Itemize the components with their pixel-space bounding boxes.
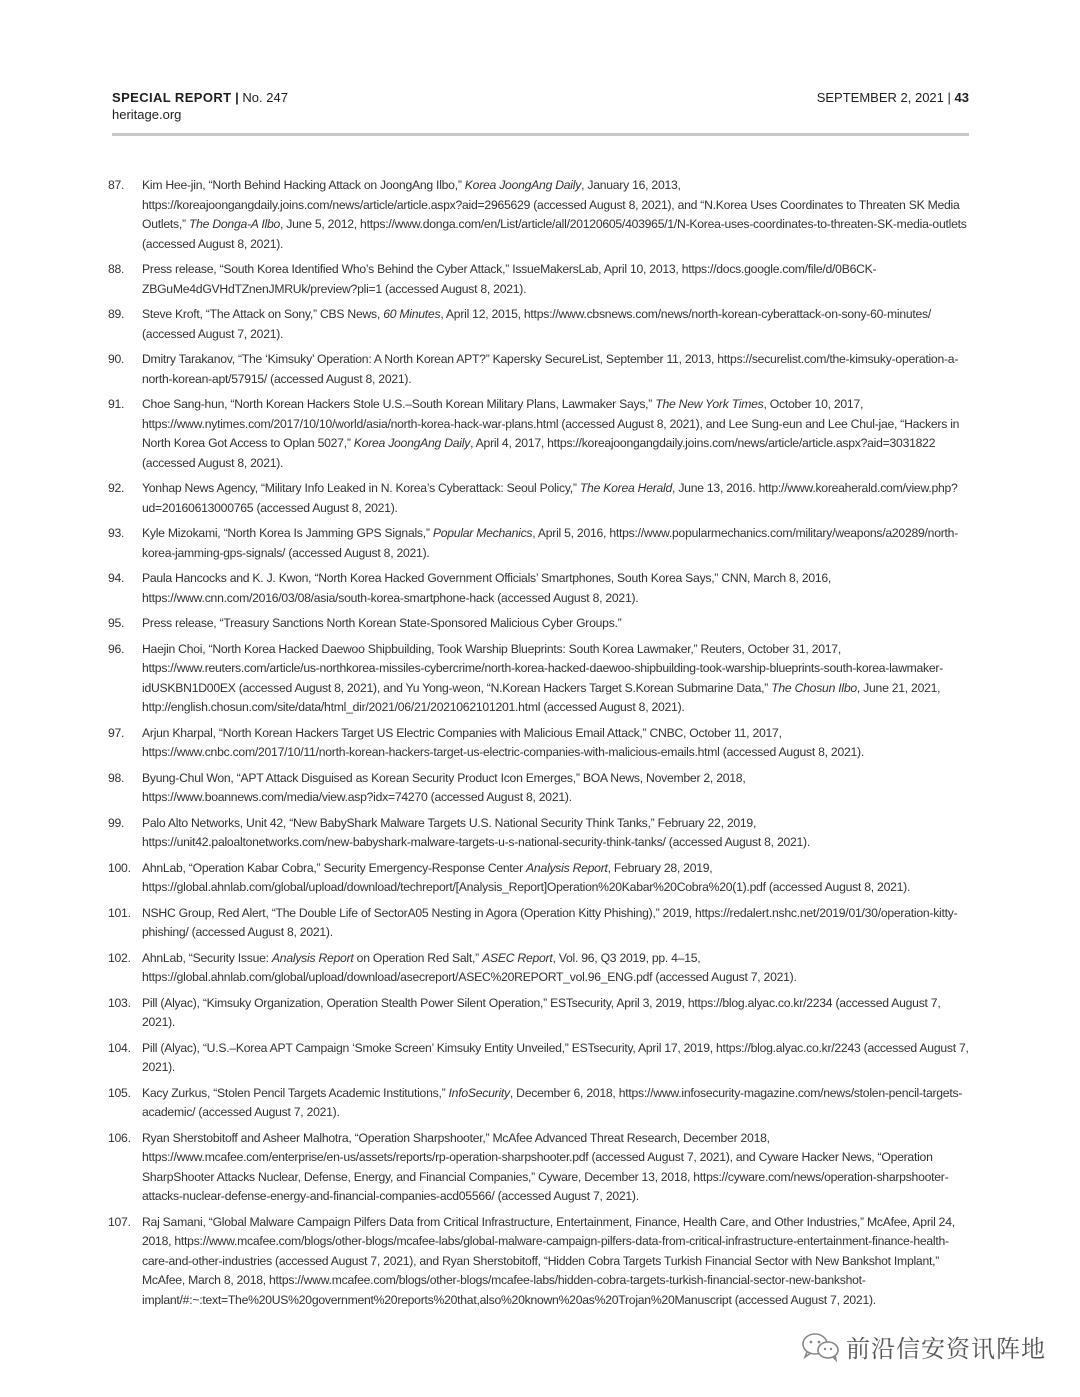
endnote-text: Yonhap News Agency, “Military Info Leaked in N. Korea’s Cyberattack: Seoul Policy,” The Korea Herald, June 13, 2016. http://www.koreaherald.com/view.php?ud=20160613000765 (accessed August 8, 2021). [142,481,958,515]
endnote-text: Raj Samani, “Global Malware Campaign Pilfers Data from Critical Infrastructure, Entertainment, Finance, Health Care, and Other Industries,” McAfee, April 24, 2018, https://www.mcafee.com/blogs/other-blogs/mcafee-labs/global-malware-campaign-pilfers-data-from-critical-infrastructure-entertainment-finance-health-care-and-other-industries (accessed August 7, 2021), and Ryan Sherstobitoff, “Hidden Cobra Targets Turkish Financial Sector with New Bankshot Implant,” McAfee, March 8, 2018, https://www.mcafee.com/blogs/other-blogs/mcafee-labs/hidden-cobra-targets-turkish-financial-sector-new-bankshot-implant/#:~:text=The%20US%20government%20reports%20that,also%20known%20as%20Trojan%20Manuscript (accessed August 7, 2021). [142,1214,955,1307]
endnote-number: 101. [108,905,131,920]
endnote-text: AhnLab, “Operation Kabar Cobra,” Security Emergency-Response Center Analysis Report, February 28, 2019, https://global.ahnlab.com/global/upload/download/techreport/[Analysis_Report]Operation%20Kabar%20Cobra%20(1).pdf (accessed August 8, 2021). [142,860,911,894]
endnote-text: Pill (Alyac), “U.S.–Korea APT Campaign ‘Smoke Screen’ Kimsuky Entity Unveiled,” ESTsecurity, April 17, 2019, https://blog.alyac.co.kr/2243 (accessed August 7, 2021). [142,1040,969,1074]
endnote-102 [108,949,970,988]
endnote-text: Byung-Chul Won, “APT Attack Disguised as Korean Security Product Icon Emerges,” BOA News, November 2, 2018, https://www.boannews.com/media/view.asp?idx=74270 (accessed August 8, 2021). [142,770,746,804]
watermark-text: 前沿信安资讯阵地 [846,1335,1046,1363]
endnote-text: Arjun Kharpal, “North Korean Hackers Target US Electric Companies with Malicious Email Attack,” CNBC, October 11, 2017, https://www.cnbc.com/2017/10/11/north-korean-hackers-target-us-electric-companies-with-malicious-emails.html (accessed August 8, 2021). [142,725,864,759]
endnote-number: 94. [108,571,125,585]
endnote-number: 95. [108,616,125,630]
endnote-100 [108,859,970,898]
endnote-number: 107. [108,1214,131,1229]
endnote-number: 103. [108,995,131,1010]
endnote-text: Kim Hee-jin, “North Behind Hacking Attack on JoongAng Ilbo,” Korea JoongAng Daily, January 16, 2013, https://koreajoongangdaily.joins.com/news/article/article.aspx?aid=2965629 (accessed August 8, 2021), and “N.Korea Uses Coordinates to Threaten SK Media Outlets,” The Donga-A Ilbo, June 5, 2012, https://www.donga.com/en/List/article/all/20120605/403965/1/N-Korea-uses-coordinates-to-threaten-SK-media-outlets (accessed August 8, 2021). [142,178,967,251]
endnote-text: AhnLab, “Security Issue: Analysis Report on Operation Red Salt,” ASEC Report, Vol. 96, Q3 2019, pp. 4–15, https://global.ahnlab.com/global/upload/download/asecreport/ASEC%20REPORT_vol.96_ENG.pdf (accessed August 7, 2021). [142,950,797,984]
endnote-number: 99. [108,815,125,830]
endnote-number: 100. [108,860,131,875]
endnote-90 [108,350,970,389]
endnote-number: 106. [108,1130,131,1145]
endnote-text: Kacy Zurkus, “Stolen Pencil Targets Academic Institutions,” InfoSecurity, December 6, 2018, https://www.infosecurity-magazine.com/news/stolen-pencil-targets-academic/ (accessed August 7, 2021). [142,1085,963,1119]
endnote-number: 92. [108,481,125,495]
endnote-text: Steve Kroft, “The Attack on Sony,” CBS News, 60 Minutes, April 12, 2015, https://www.cbsnews.com/news/north-korean-cyberattack-on-sony-60-minutes/ (accessed August 7, 2021). [142,307,932,341]
page-separator: | [947,90,951,105]
endnote-number: 105. [108,1085,131,1100]
endnote-text: Palo Alto Networks, Unit 42, “New BabyShark Malware Targets U.S. National Security Think Tanks,” February 22, 2019, https://unit42.paloaltonetworks.com/new-babyshark-malware-targets-u-s-national-security-think-tanks/ (accessed August 8, 2021). [142,815,811,849]
endnotes-list [108,176,970,1316]
page-number: 43 [954,90,969,105]
endnote-number: 87. [108,178,125,192]
endnote-text: Haejin Choi, “North Korea Hacked Daewoo Shipbuilding, Took Warship Blueprints: South Korea Lawmaker,” Reuters, October 31, 2017, https://www.reuters.com/article/us-northkorea-missiles-cybercrime/north-korea-hacked-daewoo-shipbuilding-took-warship-blueprints-south-korea-lawmaker-idUSKBN1D00EX (accessed August 8, 2021), and Yu Yong-weon, “N.Korean Hackers Target S.Korean Submarine Data,” The Chosun Ilbo, June 21, 2021, http://english.chosun.com/site/data/html_dir/2021/06/21/2021062101201.html (accessed August 8, 2021). [142,641,944,714]
endnote-92 [108,479,970,518]
endnote-105 [108,1084,970,1123]
endnote-96 [108,640,970,718]
endnote-93 [108,524,970,563]
endnote-number: 88. [108,262,125,276]
endnote-103 [108,994,970,1033]
endnote-number: 97. [108,725,125,740]
report-label [112,89,288,123]
endnote-88 [108,260,970,299]
endnote-text: Choe Sang-hun, “North Korean Hackers Stole U.S.–South Korean Military Plans, Lawmaker Says,” The New York Times, October 10, 2017, https://www.nytimes.com/2017/10/10/world/asia/north-korea-hack-war-plans.html (accessed August 8, 2021), and Lee Sung-eun and Lee Chul-jae, “Hackers in North Korea Got Access to Oplan 5027,” Korea JoongAng Daily, April 4, 2017, https://koreajoongangdaily.joins.com/news/article/article.aspx?aid=3031822 (accessed August 8, 2021). [142,397,960,470]
endnote-number: 104. [108,1040,131,1055]
report-number: No. 247 [242,90,288,105]
endnote-text: Press release, “Treasury Sanctions North Korean State-Sponsored Malicious Cyber Groups.” [142,616,622,630]
endnote-104 [108,1039,970,1078]
endnote-87 [108,176,970,254]
endnote-text: NSHC Group, Red Alert, “The Double Life of SectorA05 Nesting in Agora (Operation Kitty Phishing),” 2019, https://redalert.nshc.net/2019/01/30/operation-kitty-phishing/ (accessed August 8, 2021). [142,905,958,939]
endnote-number: 93. [108,526,125,540]
endnote-94 [108,569,970,608]
endnote-101 [108,904,970,943]
endnote-91 [108,395,970,473]
endnote-number: 91. [108,397,125,411]
endnote-98 [108,769,970,808]
site-link[interactable]: heritage.org [112,107,182,122]
endnote-number: 98. [108,770,125,785]
endnote-text: Press release, “South Korea Identified Who’s Behind the Cyber Attack,” IssueMakersLab, April 10, 2013, https://docs.google.com/file/d/0B6CK-ZBGuMe4dGVHdTZnenJMRUk/preview?pli=1 (accessed August 8, 2021). [142,262,877,296]
report-title: SPECIAL REPORT [112,90,232,105]
watermark [800,1329,1046,1364]
date-and-page [817,89,969,106]
endnote-number: 102. [108,950,131,965]
report-date: SEPTEMBER 2, 2021 [816,90,944,105]
endnote-text: Kyle Mizokami, “North Korea Is Jamming GPS Signals,” Popular Mechanics, April 5, 2016, https://www.popularmechanics.com/military/weapons/a20289/north-korea-jamming-gps-signals/ (accessed August 8, 2021). [142,526,959,560]
endnote-107 [108,1213,970,1311]
endnote-number: 89. [108,307,125,321]
endnote-number: 96. [108,641,125,656]
endnote-97 [108,724,970,763]
page-header [112,89,969,136]
endnote-text: Dmitry Tarakanov, “The ‘Kimsuky’ Operation: A North Korean APT?” Kapersky SecureList, September 11, 2013, https://securelist.com/the-kimsuky-operation-a-north-korean-apt/57915/ (accessed August 8, 2021). [142,352,959,386]
wechat-icon [800,1332,840,1362]
endnote-text: Pill (Alyac), “Kimsuky Organization, Operation Stealth Power Silent Operation,” ESTsecurity, April 3, 2019, https://blog.alyac.co.kr/2234 (accessed August 7, 2021). [142,995,941,1029]
endnote-text: Paula Hancocks and K. J. Kwon, “North Korea Hacked Government Officials’ Smartphones, South Korea Says,” CNN, March 8, 2016, https://www.cnn.com/2016/03/08/asia/south-korea-smartphone-hack (accessed August 8, 2021). [142,571,832,605]
header-separator: | [235,90,239,105]
endnote-number: 90. [108,352,125,366]
endnote-106 [108,1129,970,1207]
endnote-89 [108,305,970,344]
endnote-95 [108,614,970,634]
endnote-99 [108,814,970,853]
endnote-text: Ryan Sherstobitoff and Asheer Malhotra, “Operation Sharpshooter,” McAfee Advanced Threat Research, December 2018, https://www.mcafee.com/enterprise/en-us/assets/reports/rp-operation-sharpshooter.pdf (accessed August 7, 2021), and Cyware Hacker News, “Operation SharpShooter Attacks Nuclear, Defense, Energy, and Financial Companies,” Cyware, December 13, 2018, https://cyware.com/news/operation-sharpshooter-attacks-nuclear-defense-energy-and-financial-companies-acd05566/ (accessed August 7, 2021). [142,1130,949,1203]
